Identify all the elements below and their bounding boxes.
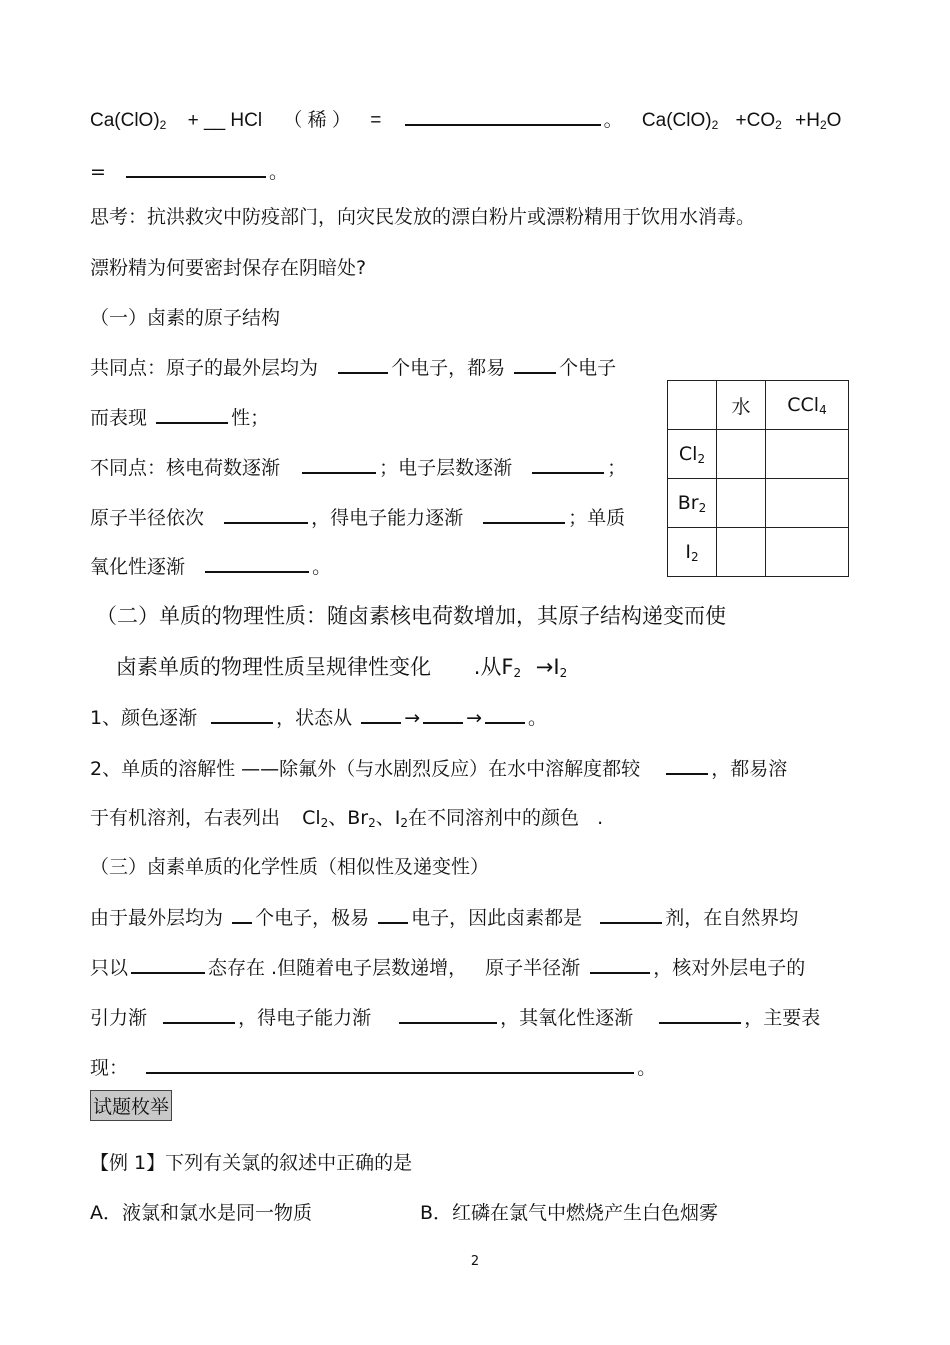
arrow: → xyxy=(466,707,483,729)
formula-text: （ 稀 ） xyxy=(283,110,351,131)
subscript: 4 xyxy=(819,403,827,417)
structure-line-3 xyxy=(90,454,626,481)
text: 共同点：原子的最外层均为 xyxy=(90,357,319,379)
subscript: 2 xyxy=(690,550,699,564)
answer-blank[interactable] xyxy=(211,704,273,724)
subscript: 2 xyxy=(559,666,568,680)
period: 。 xyxy=(637,1057,657,1079)
row-label: I xyxy=(685,541,691,563)
text: 不同点：核电荷数逐渐 xyxy=(90,457,281,479)
equals-sign: = xyxy=(90,161,106,183)
solvent-color-table xyxy=(667,380,849,577)
text: ；单质 xyxy=(568,507,626,529)
answer-blank[interactable] xyxy=(131,954,205,974)
answer-blank[interactable] xyxy=(659,1004,741,1024)
answer-blank[interactable] xyxy=(361,704,401,724)
answer-blank[interactable] xyxy=(600,904,662,924)
header-ccl4 xyxy=(766,381,849,430)
chem-line-2 xyxy=(90,954,805,981)
text: 卤素单质的物理性质呈规律性变化 xyxy=(116,655,431,679)
text: ；电子层数逐渐 xyxy=(379,457,513,479)
text: ； xyxy=(607,457,627,479)
answer-cell[interactable] xyxy=(717,479,766,528)
property-line-2 xyxy=(90,755,787,782)
section-tag: 试题枚举 xyxy=(90,1090,172,1121)
text: 氧化性逐渐 xyxy=(90,556,186,578)
subscript: 2 xyxy=(819,118,827,132)
header-label: CCl xyxy=(787,394,820,416)
header-water xyxy=(717,381,766,430)
text: 、Br xyxy=(328,807,369,829)
text: 而表现 xyxy=(90,407,148,429)
structure-line-1 xyxy=(90,354,616,381)
chem-line-3 xyxy=(90,1004,820,1031)
section-2-subtitle xyxy=(116,654,567,683)
table-row xyxy=(668,479,849,528)
structure-line-4 xyxy=(90,504,625,531)
subscript: 2 xyxy=(159,118,167,132)
formula-text: Ca(ClO) xyxy=(641,110,712,131)
text: ，核对外层电子的 xyxy=(653,957,806,979)
text: ，状态从 xyxy=(276,707,353,729)
think-line-2: 漂粉精为何要密封保存在阴暗处? xyxy=(90,257,367,279)
text: 、I xyxy=(375,807,401,829)
period: 。 xyxy=(603,110,623,131)
text: 在不同溶剂中的颜色 xyxy=(408,807,580,829)
answer-cell[interactable] xyxy=(717,528,766,577)
subscript: 2 xyxy=(697,452,706,466)
section-2-title: （二）单质的物理性质：随卤素核电荷数增加，其原子结构递变而使 xyxy=(96,604,726,628)
text: 原子半径依次 xyxy=(90,507,205,529)
subscript: 2 xyxy=(368,816,376,830)
subscript: 2 xyxy=(400,816,408,830)
answer-blank[interactable] xyxy=(666,755,708,775)
structure-line-5 xyxy=(90,553,331,580)
answer-blank[interactable] xyxy=(205,553,309,573)
period: 。 xyxy=(528,707,548,729)
subscript: 2 xyxy=(513,666,522,680)
think-line-1: 思考：抗洪救灾中防疫部门，向灾民发放的漂白粉片或漂粉精用于饮用水消毒。 xyxy=(90,206,756,228)
answer-blank[interactable] xyxy=(156,404,228,424)
table-row xyxy=(668,528,849,577)
subscript: 2 xyxy=(320,816,329,830)
text: 态存在 .但随着电子层数递增， xyxy=(208,957,468,979)
period: 。 xyxy=(268,161,288,183)
text: 个电子，都易 xyxy=(391,357,506,379)
answer-blank[interactable] xyxy=(126,158,266,178)
formula-text: + __ HCl xyxy=(187,110,263,131)
answer-blank[interactable] xyxy=(423,704,463,724)
answer-cell[interactable] xyxy=(766,528,849,577)
answer-blank[interactable] xyxy=(483,504,565,524)
answer-cell[interactable] xyxy=(766,430,849,479)
text: 。 xyxy=(312,556,332,578)
property-line-3 xyxy=(90,805,603,833)
row-label: Br xyxy=(677,492,699,514)
text: .从F xyxy=(473,655,514,679)
formula-text: O xyxy=(826,110,842,131)
answer-blank[interactable] xyxy=(338,354,388,374)
answer-blank[interactable] xyxy=(399,1004,497,1024)
answer-blank[interactable] xyxy=(163,1004,235,1024)
text: ，得电子能力逐渐 xyxy=(311,507,464,529)
formula-text: +CO xyxy=(735,110,776,131)
formula-text: Ca(ClO) xyxy=(90,110,160,131)
subscript: 2 xyxy=(711,118,719,132)
text: 于有机溶剂，右表列出 xyxy=(90,807,281,829)
answer-blank[interactable] xyxy=(532,454,604,474)
row-label-cl2 xyxy=(668,430,717,479)
row-label-i2 xyxy=(668,528,717,577)
structure-line-2 xyxy=(90,404,269,431)
header-label: 水 xyxy=(731,395,751,418)
answer-blank[interactable] xyxy=(232,904,252,924)
table-row xyxy=(668,430,849,479)
arrow: → xyxy=(404,707,421,729)
equals-sign: = xyxy=(370,110,382,131)
text: ，得电子能力渐 xyxy=(238,1007,372,1029)
page-number: 2 xyxy=(470,1254,480,1269)
text: 由于最外层均为 xyxy=(90,907,224,929)
subscript: 2 xyxy=(775,118,782,132)
option-a: A．液氯和氯水是同一物质 xyxy=(90,1202,312,1224)
answer-blank[interactable] xyxy=(224,504,308,524)
answer-cell[interactable] xyxy=(766,479,849,528)
answer-cell[interactable] xyxy=(717,430,766,479)
text: 个电子 xyxy=(559,357,617,379)
text: 电子，因此卤素都是 xyxy=(411,907,583,929)
text: 性； xyxy=(231,407,270,429)
text: 现： xyxy=(90,1057,129,1079)
text: 只以 xyxy=(90,957,129,979)
section-1-title: （一）卤素的原子结构 xyxy=(90,307,281,329)
answer-blank[interactable] xyxy=(378,904,408,924)
text: . xyxy=(597,807,604,829)
text: 个电子，极易 xyxy=(255,907,370,929)
table-row xyxy=(668,381,849,430)
example-1-question: 【例 1】下列有关氯的叙述中正确的是 xyxy=(90,1152,413,1174)
row-label: Cl xyxy=(678,443,698,465)
chem-line-1 xyxy=(90,904,798,931)
text: ，其氧化性逐渐 xyxy=(500,1007,634,1029)
answer-blank[interactable] xyxy=(405,106,601,126)
text: 1、颜色逐渐 xyxy=(90,707,198,729)
option-b: B．红磷在氯气中燃烧产生白色烟雾 xyxy=(420,1202,719,1224)
section-3-title: （三）卤素单质的化学性质（相似性及递变性） xyxy=(90,856,490,878)
text: ，都易溶 xyxy=(711,758,788,780)
equation-line-1 xyxy=(90,106,841,135)
text: 引力渐 xyxy=(90,1007,148,1029)
row-label-br2 xyxy=(668,479,717,528)
answer-blank[interactable] xyxy=(302,454,376,474)
property-line-1 xyxy=(90,704,547,731)
text: 剂，在自然界均 xyxy=(665,907,799,929)
equation-line-2 xyxy=(90,158,288,185)
text: Cl xyxy=(302,807,321,829)
answer-blank[interactable] xyxy=(146,1054,634,1074)
table-corner-cell xyxy=(668,381,717,430)
text: 原子半径渐 xyxy=(485,957,581,979)
answer-blank[interactable] xyxy=(590,954,650,974)
text: 2、单质的溶解性 ——除氟外（与水剧烈反应）在水中溶解度都较 xyxy=(90,758,641,780)
answer-blank[interactable] xyxy=(514,354,556,374)
answer-blank[interactable] xyxy=(485,704,525,724)
text: →I xyxy=(535,655,560,679)
subscript: 2 xyxy=(698,501,707,515)
text: ，主要表 xyxy=(744,1007,821,1029)
chem-line-4 xyxy=(90,1054,656,1081)
formula-text: +H xyxy=(795,110,820,131)
